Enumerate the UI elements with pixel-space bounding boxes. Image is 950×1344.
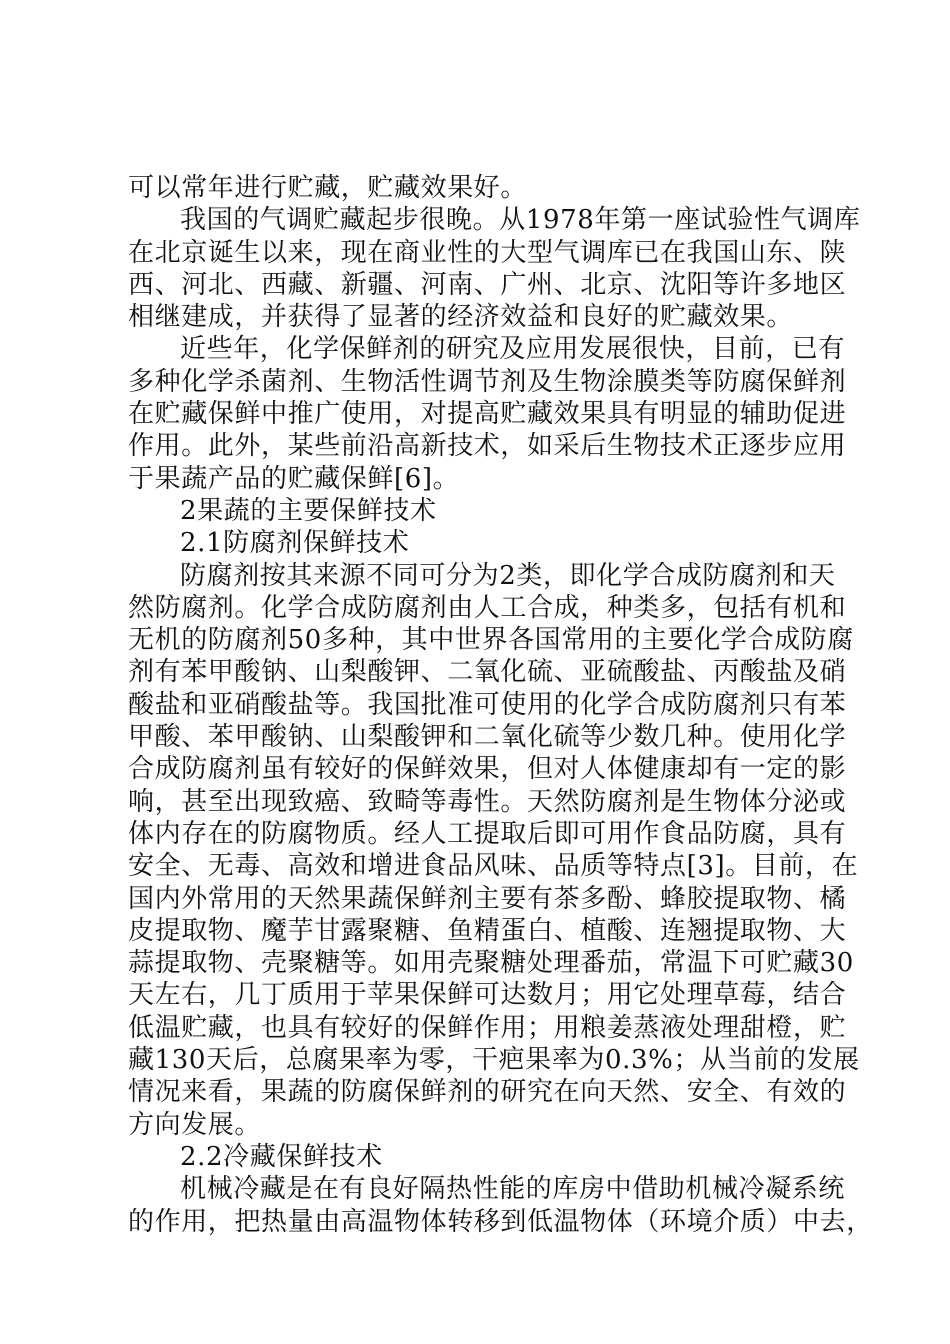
text-line: 蒜提取物、壳聚糖等。如用壳聚糖处理番茄，常温下可贮藏30 [128, 948, 854, 979]
text-line: 多种化学杀菌剂、生物活性调节剂及生物涂膜类等防腐保鲜剂 [128, 366, 847, 397]
text-line: 相继建成，并获得了显著的经济效益和良好的贮藏效果。 [128, 302, 794, 333]
text-line: 我国的气调贮藏起步很晚。从1978年第一座试验性气调库 [180, 205, 861, 236]
text-line: 体内存在的防腐物质。经人工提取后即可用作食品防腐，具有 [128, 818, 847, 849]
text-line: 皮提取物、魔芋甘露聚糖、鱼精蛋白、植酸、连翘提取物、大 [128, 915, 847, 946]
text-line: 近些年，化学保鲜剂的研究及应用发展很快，目前，已有 [180, 334, 846, 365]
text-line: 在北京诞生以来，现在商业性的大型气调库已在我国山东、陕 [128, 237, 847, 268]
text-line: 酸盐和亚硝酸盐等。我国批准可使用的化学合成防腐剂只有苯 [128, 689, 847, 720]
text-line: 甲酸、苯甲酸钠、山梨酸钾和二氧化硫等少数几种。使用化学 [128, 722, 847, 753]
section-heading: 2果蔬的主要保鲜技术 [180, 495, 437, 526]
text-line: 防腐剂按其来源不同可分为2类，即化学合成防腐剂和天 [180, 560, 836, 591]
text-line: 然防腐剂。化学合成防腐剂由人工合成，种类多，包括有机和 [128, 592, 847, 623]
body-text [128, 172, 873, 1238]
text-line: 剂有苯甲酸钠、山梨酸钾、二氧化硫、亚硫酸盐、丙酸盐及硝 [128, 657, 847, 688]
text-line: 无机的防腐剂50多种，其中世界各国常用的主要化学合成防腐 [128, 625, 854, 656]
text-line: 在贮藏保鲜中推广使用，对提高贮藏效果具有明显的辅助促进 [128, 399, 847, 430]
subsection-heading: 2.1防腐剂保鲜技术 [180, 528, 410, 559]
text-line: 低温贮藏，也具有较好的保鲜作用；用粮姜蒸液处理甜橙，贮 [128, 1012, 847, 1043]
text-line: 的作用，把热量由高温物体转移到低温物体（环境介质）中去， [128, 1206, 873, 1237]
text-line: 藏130天后，总腐果率为零，干疤果率为0.3%；从当前的发展 [128, 1045, 860, 1076]
text-line: 天左右，几丁质用于苹果保鲜可达数月；用它处理草莓，结合 [128, 980, 847, 1011]
text-line: 国内外常用的天然果蔬保鲜剂主要有茶多酚、蜂胶提取物、橘 [128, 883, 847, 914]
text-line: 安全、无毒、高效和增进食品风味、品质等特点[3]。目前，在 [128, 851, 859, 882]
text-line: 方向发展。 [128, 1109, 262, 1140]
text-line: 作用。此外，某些前沿高新技术，如采后生物技术正逐步应用 [128, 431, 847, 462]
text-line: 机械冷藏是在有良好隔热性能的库房中借助机械冷凝系统 [180, 1174, 846, 1205]
text-line: 西、河北、西藏、新疆、河南、广州、北京、沈阳等许多地区 [128, 269, 847, 300]
text-line: 响，甚至出现致癌、致畸等毒性。天然防腐剂是生物体分泌或 [128, 786, 847, 817]
text-line: 情况来看，果蔬的防腐保鲜剂的研究在向天然、安全、有效的 [128, 1077, 847, 1108]
text-line: 于果蔬产品的贮藏保鲜[6]。 [128, 463, 460, 494]
text-line: 可以常年进行贮藏，贮藏效果好。 [128, 173, 528, 203]
subsection-heading: 2.2冷藏保鲜技术 [180, 1141, 383, 1172]
text-line: 合成防腐剂虽有较好的保鲜效果，但对人体健康却有一定的影 [128, 754, 847, 785]
